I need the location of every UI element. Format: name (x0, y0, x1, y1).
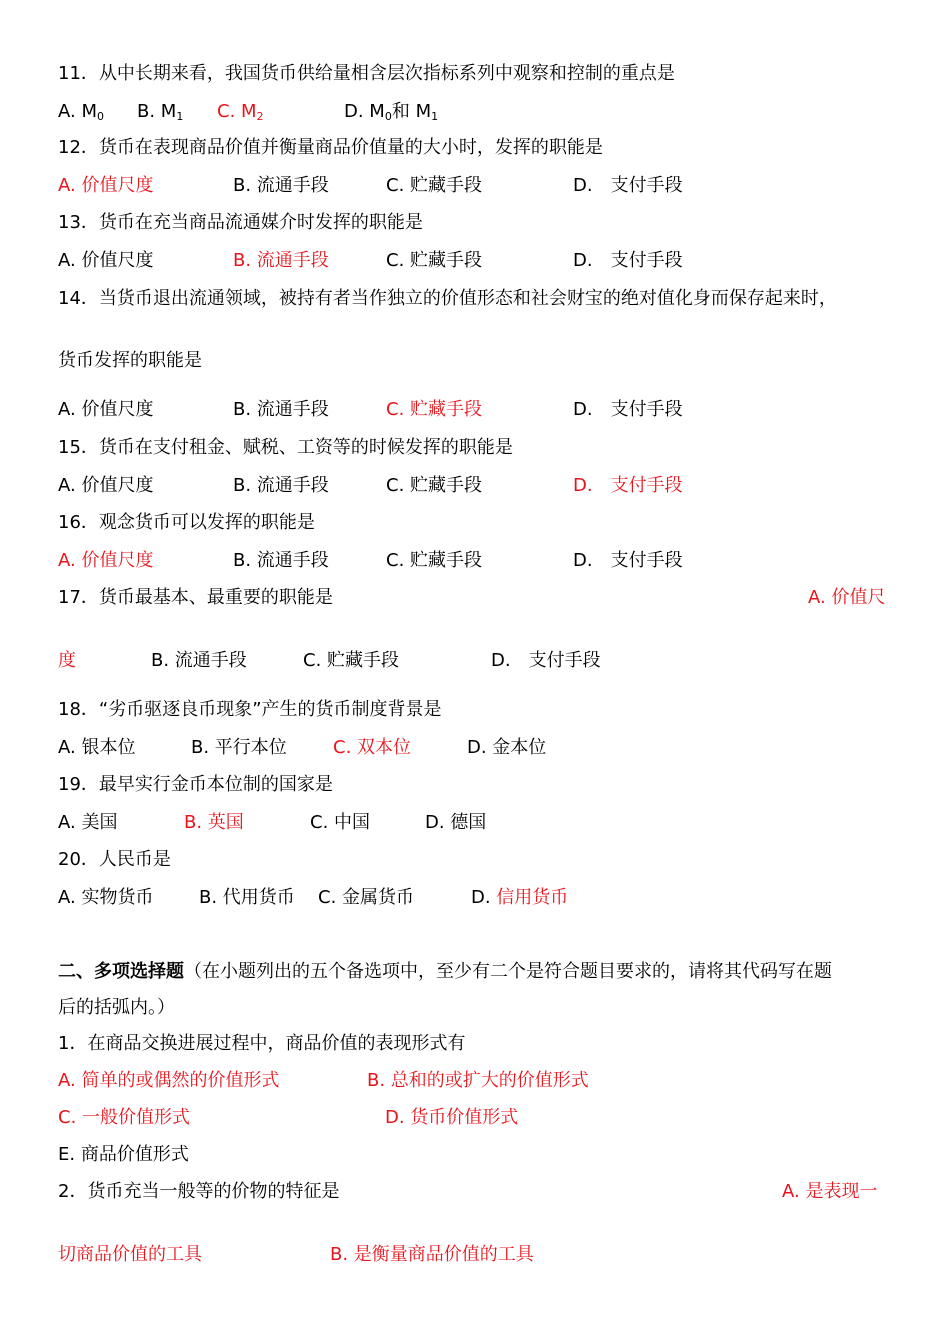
question-14-stem-line2: 货币发挥的职能是 (58, 350, 202, 371)
mq2-option-b-answer: B. 是衡量商品价值的工具 (330, 1244, 534, 1265)
q14-option-c-answer: C. 贮藏手段 (386, 399, 483, 420)
q19-option-a: A. 美国 (58, 812, 118, 833)
q16-option-a-answer: A. 价值尺度 (58, 550, 154, 571)
section-2-heading (58, 960, 832, 984)
q20-option-d-answer-text: 信用货币 (496, 887, 569, 908)
q11-option-c-answer (217, 100, 264, 124)
section-2-instruction: （在小题列出的五个备选项中，至少有二个是符合题目要求的，请将其代码写在题 (184, 961, 832, 982)
mq1-option-a-answer: A. 简单的或偶然的价值形式 (58, 1070, 280, 1091)
q11-option-d-mid: 和 M (391, 101, 432, 122)
q20-option-d-letter: D. (471, 887, 497, 908)
question-16-stem: 16．观念货币可以发挥的职能是 (58, 512, 315, 533)
q18-option-d: D. 金本位 (467, 737, 547, 758)
q18-option-a: A. 银本位 (58, 737, 136, 758)
question-18-stem: 18．“劣币驱逐良币现象”产生的货币制度背景是 (58, 699, 442, 720)
question-19-stem: 19．最早实行金币本位制的国家是 (58, 774, 333, 795)
q11-option-d-subscript-2: 1 (431, 110, 439, 123)
mq1-option-d-answer: D. 货币价值形式 (385, 1107, 519, 1128)
section-2-instruction-line2: 后的括弧内。） (58, 997, 175, 1018)
question-15-stem: 15．货币在支付租金、赋税、工资等的时候发挥的职能是 (58, 437, 513, 458)
q20-option-b: B. 代用货币 (199, 887, 295, 908)
q16-option-d: D. 支付手段 (573, 550, 683, 571)
q20-option-d (471, 886, 568, 910)
question-14-stem-line1: 14．当货币退出流通领域，被持有者当作独立的价值形态和社会财宝的绝对值化身而保存起来时， (58, 288, 837, 309)
q11-option-d-subscript-1: 0 (384, 110, 392, 123)
mq1-option-e: E. 商品价值形式 (58, 1144, 189, 1165)
q11-option-b (137, 100, 183, 124)
q18-option-c-answer: C. 双本位 (333, 737, 412, 758)
q15-option-c: C. 贮藏手段 (386, 475, 483, 496)
q15-option-b: B. 流通手段 (233, 475, 329, 496)
q14-option-d: D. 支付手段 (573, 399, 683, 420)
q11-option-a (58, 100, 104, 124)
q16-option-c: C. 贮藏手段 (386, 550, 483, 571)
q12-option-b: B. 流通手段 (233, 175, 329, 196)
q17-option-b: B. 流通手段 (151, 650, 247, 671)
mq2-option-a-answer-part1: A. 是表现一 (782, 1181, 878, 1202)
multi-question-1-stem: 1．在商品交换进展过程中，商品价值的表现形式有 (58, 1033, 466, 1054)
mq1-option-c-answer: C. 一般价值形式 (58, 1107, 191, 1128)
question-13-stem: 13．货币在充当商品流通媒介时发挥的职能是 (58, 212, 423, 233)
q11-option-b-subscript: 1 (176, 110, 184, 123)
q20-option-a: A. 实物货币 (58, 887, 154, 908)
mq2-option-a-answer-part2: 切商品价值的工具 (58, 1244, 202, 1265)
q14-option-b: B. 流通手段 (233, 399, 329, 420)
q13-option-c: C. 贮藏手段 (386, 250, 483, 271)
q15-option-d-answer: D. 支付手段 (573, 475, 683, 496)
question-12-stem: 12．货币在表现商品价值并衡量商品价值量的大小时，发挥的职能是 (58, 137, 603, 158)
q11-option-d-text: D. M (344, 101, 385, 122)
q19-option-d: D. 德国 (425, 812, 487, 833)
multi-question-2-stem: 2．货币充当一般等的价物的特征是 (58, 1181, 340, 1202)
q13-option-a: A. 价值尺度 (58, 250, 154, 271)
question-11-stem: 11．从中长期来看，我国货币供给量相含层次指标系列中观察和控制的重点是 (58, 63, 675, 84)
q16-option-b: B. 流通手段 (233, 550, 329, 571)
q11-option-b-text: B. M (137, 101, 177, 122)
q15-option-a: A. 价值尺度 (58, 475, 154, 496)
question-20-stem: 20．人民币是 (58, 849, 171, 870)
q12-option-d: D. 支付手段 (573, 175, 683, 196)
q11-option-d (344, 100, 438, 124)
q14-option-a: A. 价值尺度 (58, 399, 154, 420)
question-17-stem: 17．货币最基本、最重要的职能是 (58, 587, 333, 608)
q20-option-c: C. 金属货币 (318, 887, 415, 908)
q17-option-a-answer-part1: A. 价值尺 (808, 587, 886, 608)
section-2-title: 二、多项选择题 (58, 961, 184, 982)
q17-option-c: C. 贮藏手段 (303, 650, 400, 671)
q17-option-d: D. 支付手段 (491, 650, 601, 671)
q13-option-d: D. 支付手段 (573, 250, 683, 271)
q19-option-b-answer: B. 英国 (184, 812, 244, 833)
q11-option-c-text: C. M (217, 101, 257, 122)
q11-option-a-subscript: 0 (96, 110, 104, 123)
q12-option-c: C. 贮藏手段 (386, 175, 483, 196)
q12-option-a-answer: A. 价值尺度 (58, 175, 154, 196)
q17-option-a-answer-part2: 度 (58, 650, 76, 671)
q13-option-b-answer: B. 流通手段 (233, 250, 329, 271)
q11-option-c-subscript: 2 (256, 110, 264, 123)
mq1-option-b-answer: B. 总和的或扩大的价值形式 (367, 1070, 589, 1091)
q18-option-b: B. 平行本位 (191, 737, 287, 758)
q11-option-a-text: A. M (58, 101, 97, 122)
q19-option-c: C. 中国 (310, 812, 371, 833)
